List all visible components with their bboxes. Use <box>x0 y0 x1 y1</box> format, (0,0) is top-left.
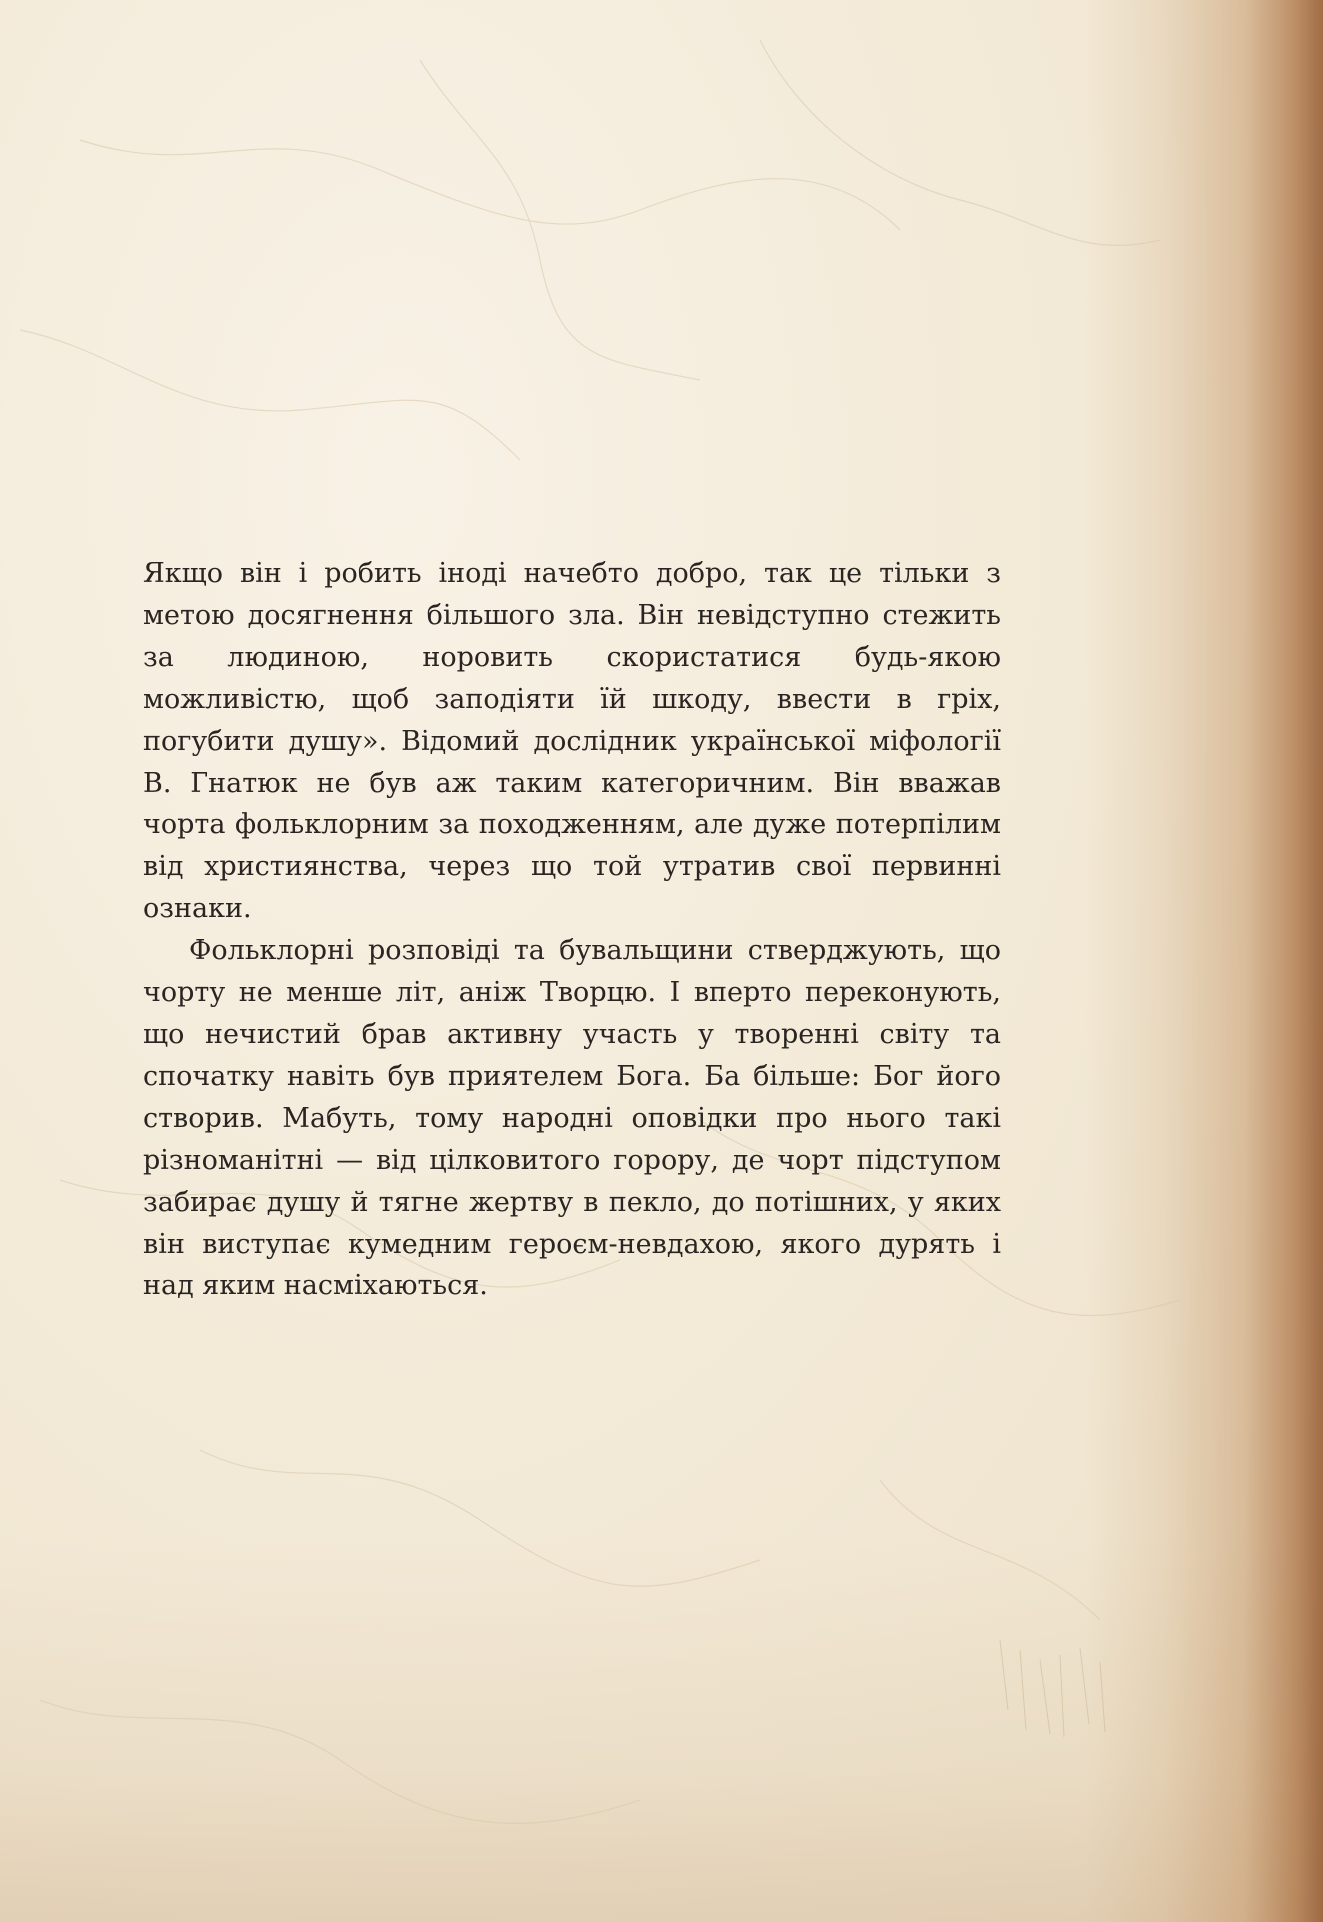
paragraph-2: Фольклорні розповіді та бувальщини стверджують, що чорту не менше літ, аніж Творцю. І вперто переконують, що нечистий брав активну участь у творенні світу та спочатку навіть був приятелем Бога. Ба більше: Бог його створив. Мабуть, тому народні оповідки про нього такі різноманітні — від цілковитого горору, де чорт підступом забирає душу й тягне жертву в пекло, до потішних, у яких він виступає кумедним героєм-невдахою, якого дурять і над яким насміхаються. <box>143 935 1001 1302</box>
body-text <box>143 553 1001 1307</box>
paragraph-1: Якщо він і робить іноді начебто добро, так це тільки з метою досягнення більшого зла. Він невідступно стежить за людиною, норовить скористатися будь-якою можливістю, щоб заподіяти їй шкоду, ввести в гріх, погубити душу». Відомий дослідник української міфології В. Гнатюк не був аж таким категоричним. Він вважав чорта фольклорним за походженням, але дуже потерпілим від християнства, через що той утратив свої первинні ознаки. <box>143 558 1001 925</box>
